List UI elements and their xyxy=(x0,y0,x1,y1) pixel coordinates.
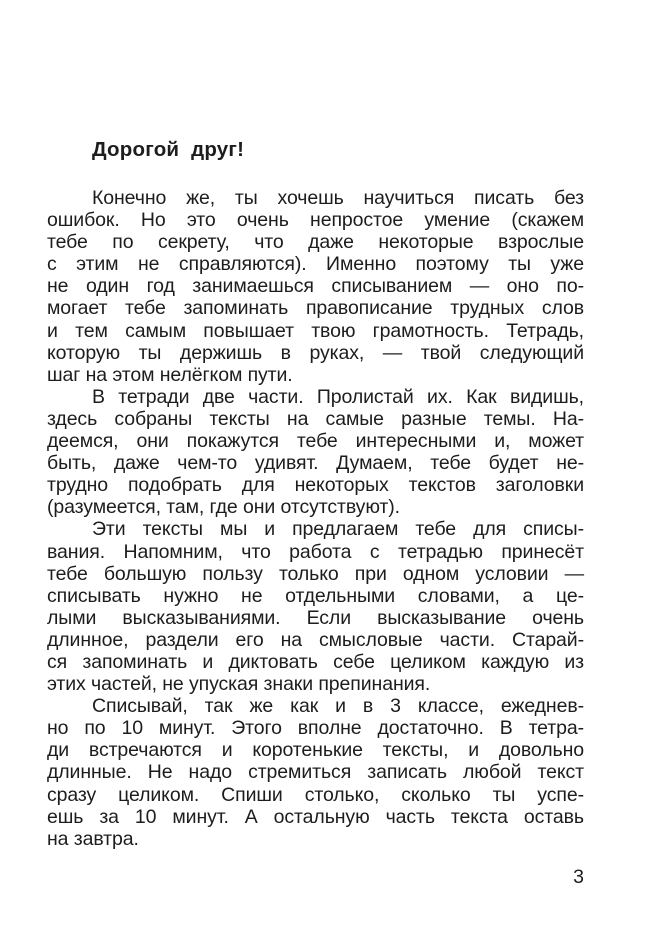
text-line: ошибок. Но это очень непростое умение (скажем xyxy=(47,209,584,232)
text-line: здесь собраны тексты на самые разные темы. На- xyxy=(47,407,584,430)
text-line: лыми высказываниями. Если высказывание очень xyxy=(47,606,584,629)
text-line: (разумеется, там, где они отсутствуют). xyxy=(47,496,400,519)
text-line: не один год занимаешься списыванием — оно по- xyxy=(47,275,584,298)
text-line: которую ты держишь в руках, — твой следующий xyxy=(47,341,584,364)
paragraph xyxy=(47,695,584,850)
text-line: длинные. Не надо стремиться записать любой текст xyxy=(47,761,584,784)
paragraph xyxy=(47,386,584,519)
text-line: Списывай, так же как и в 3 классе, ежеднев- xyxy=(92,695,584,718)
text-line: тебе большую пользу только при одном условии — xyxy=(47,562,584,585)
text-line: сразу целиком. Спиши столько, сколько ты успе- xyxy=(47,783,584,806)
paragraph xyxy=(47,187,584,386)
text-line: деемся, они покажутся тебе интересными и, может xyxy=(47,430,584,453)
page-title: Дорогой друг! xyxy=(92,138,245,161)
text-block xyxy=(47,139,584,850)
text-line: ди встречаются и коротенькие тексты, и довольно xyxy=(47,739,584,762)
text-line: с этим не справляются). Именно поэтому ты уже xyxy=(47,253,584,276)
text-line: Эти тексты мы и предлагаем тебе для списы- xyxy=(92,518,584,541)
text-line: на завтра. xyxy=(47,827,139,850)
text-line: трудно подобрать для некоторых текстов заголовки xyxy=(47,474,584,497)
text-line: но по 10 минут. Этого вполне достаточно. В тетра- xyxy=(47,717,584,740)
text-line: ешь за 10 минут. А остальную часть текста оставь xyxy=(47,805,584,828)
text-line: могает тебе запоминать правописание трудных слов xyxy=(47,297,584,320)
paragraph xyxy=(47,518,584,695)
text-line: Конечно же, ты хочешь научиться писать без xyxy=(92,187,584,209)
text-line: быть, даже чем-то удивят. Думаем, тебе будет не- xyxy=(47,452,584,475)
text-line: шаг на этом нелёгком пути. xyxy=(47,363,293,386)
text-line: В тетради две части. Пролистай их. Как видишь, xyxy=(92,385,584,408)
text-line: и тем самым повышает твою грамотность. Тетрадь, xyxy=(47,319,584,342)
text-line: списывать нужно не отдельными словами, а це- xyxy=(47,584,584,607)
text-line: вания. Напомним, что работа с тетрадью принесёт xyxy=(47,540,584,563)
text-line: ся запоминать и диктовать себе целиком каждую из xyxy=(47,650,584,673)
text-line: тебе по секрету, что даже некоторые взрослые xyxy=(47,231,584,254)
text-line: этих частей, не упуская знаки препинания. xyxy=(47,673,431,696)
text-line: длинное, раздели его на смысловые части. Старай- xyxy=(47,628,584,651)
page-number: 3 xyxy=(573,866,584,888)
